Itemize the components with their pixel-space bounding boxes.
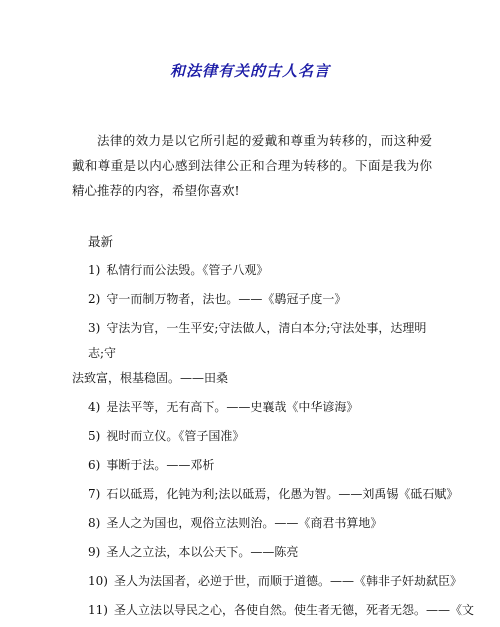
item-number: 2) xyxy=(88,292,101,306)
list-item xyxy=(72,424,432,449)
list-item xyxy=(72,258,432,283)
item-number: 10) xyxy=(88,574,108,588)
item-number: 9) xyxy=(88,545,101,559)
item-number: 11) xyxy=(88,603,108,617)
item-text: 守法为官，一生平安;守法做人，清白本分;守法处事，达理明志;守 xyxy=(88,321,427,360)
item-number: 4) xyxy=(88,400,101,414)
item-number: 1) xyxy=(88,263,101,277)
list-item xyxy=(72,482,459,507)
item-text: 私情行而公法毁。《管子八观》 xyxy=(106,263,269,277)
list-item xyxy=(72,511,432,536)
list-item xyxy=(72,287,432,312)
item-text: 圣人之立法，本以公天下。——陈亮 xyxy=(106,545,299,559)
list-item xyxy=(72,395,432,420)
item-number: 8) xyxy=(88,516,101,530)
item-number: 6) xyxy=(88,458,101,472)
list-item xyxy=(72,569,462,594)
list-item xyxy=(72,316,432,391)
document-title: 和法律有关的古人名言 xyxy=(169,62,330,80)
item-number: 3) xyxy=(88,321,101,335)
item-number: 7) xyxy=(88,487,101,501)
item-text: 圣人立法以导民之心，各使自然。使生者无德，死者无怨。——《文 xyxy=(113,603,474,617)
item-text: 圣人之为国也，观俗立法则治。——《商君书算地》 xyxy=(106,516,383,530)
quote-list xyxy=(72,258,474,627)
item-number: 5) xyxy=(88,429,101,443)
list-item xyxy=(72,598,474,623)
intro-paragraph: 法律的效力是以它所引起的爱戴和尊重为转移的，而这种爱戴和尊重是以内心感到法律公正和合理为转移的。下面是我为你精心推荐的内容，希望你喜欢! xyxy=(72,133,432,198)
item-text: 是法平等，无有高下。——史襄哉《中华谚海》 xyxy=(106,400,359,414)
item-text: 石以砥焉，化钝为利;法以砥焉，化愚为智。——刘禹锡《砥石赋》 xyxy=(106,487,459,501)
item-text: 圣人为法国者，必逆于世，而顺于道德。——《韩非子奸劫弑臣》 xyxy=(113,574,462,588)
item-text: 守一而制万物者，法也。——《鹖冠子度一》 xyxy=(106,292,347,306)
item-text: 事断于法。——邓析 xyxy=(106,458,215,472)
item-text-continued: 法致富，根基稳固。——田桑 xyxy=(72,371,229,385)
list-item xyxy=(72,540,432,565)
item-text: 视时而立仪。《管子国准》 xyxy=(106,429,245,443)
list-item xyxy=(72,453,432,478)
section-label: 最新 xyxy=(88,234,114,249)
